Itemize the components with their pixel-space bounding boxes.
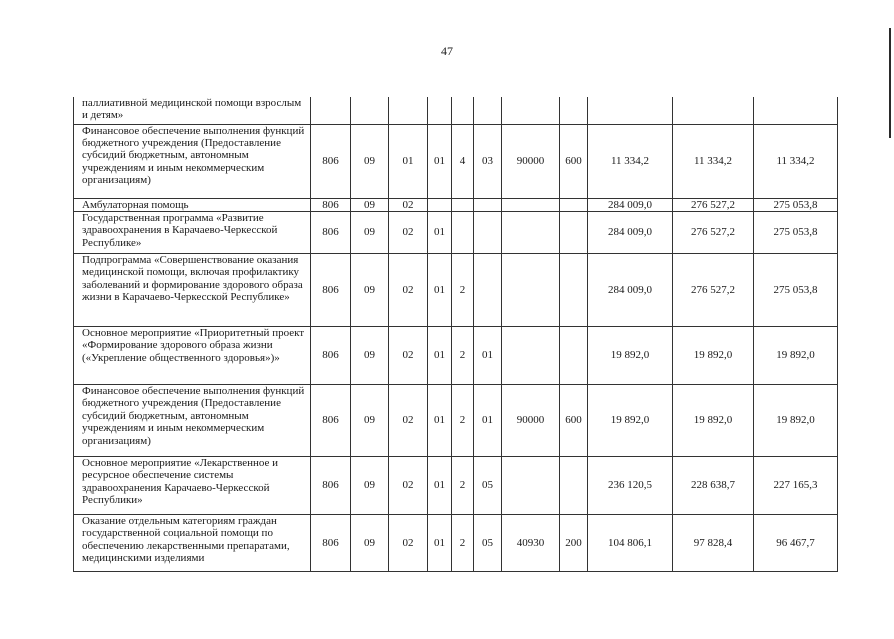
amount-year-3: 11 334,2: [754, 124, 838, 198]
amount-year-3: 275 053,8: [754, 211, 838, 253]
code-program: 01: [428, 326, 452, 384]
code-expense-type: [560, 253, 588, 326]
amount-year-2: 11 334,2: [673, 124, 754, 198]
code-admin: 806: [311, 456, 351, 514]
code-admin: 806: [311, 384, 351, 456]
code-program: 01: [428, 456, 452, 514]
table-row: [74, 124, 838, 198]
code-subsection: 02: [389, 326, 428, 384]
budget-table: [73, 97, 838, 572]
code-expense-type: [560, 456, 588, 514]
row-name: Основное мероприятие «Приоритетный проект «Формирование здорового образа жизни («Укрепление общественного здоровья»)»: [74, 326, 311, 384]
amount-year-1: 19 892,0: [588, 326, 673, 384]
code-expense-type: [560, 211, 588, 253]
code-program: 01: [428, 124, 452, 198]
code-measure: [474, 253, 502, 326]
code-subsection: 02: [389, 456, 428, 514]
code-admin: 806: [311, 326, 351, 384]
code-section: [351, 97, 389, 124]
code-subsection: 02: [389, 253, 428, 326]
row-name: Государственная программа «Развитие здравоохранения в Карачаево-Черкесской Республике»: [74, 211, 311, 253]
amount-year-2: 19 892,0: [673, 384, 754, 456]
amount-year-1: 104 806,1: [588, 514, 673, 571]
table-row: [74, 456, 838, 514]
code-admin: [311, 97, 351, 124]
code-measure: 05: [474, 514, 502, 571]
code-measure: [474, 198, 502, 211]
code-admin: 806: [311, 211, 351, 253]
code-program: [428, 97, 452, 124]
code-subprogram: [452, 198, 474, 211]
page-number: 47: [441, 44, 453, 58]
code-subsection: 01: [389, 124, 428, 198]
code-admin: 806: [311, 198, 351, 211]
row-name: Основное мероприятие «Лекарственное и ресурсное обеспечение системы здравоохранения Карачаево-Черкесской Республики»: [74, 456, 311, 514]
code-subprogram: [452, 211, 474, 253]
code-subsection: 02: [389, 211, 428, 253]
code-expense-type: [560, 198, 588, 211]
page-edge-mark: [889, 28, 891, 138]
code-direction: [502, 211, 560, 253]
code-section: 09: [351, 253, 389, 326]
code-direction: [502, 326, 560, 384]
row-name: Финансовое обеспечение выполнения функций бюджетного учреждения (Предоставление субсидий бюджетным, автономным учреждениям и иным некоммерческим организациям): [74, 124, 311, 198]
code-measure: 01: [474, 384, 502, 456]
code-expense-type: 600: [560, 384, 588, 456]
amount-year-3: 227 165,3: [754, 456, 838, 514]
code-subprogram: 2: [452, 384, 474, 456]
code-subprogram: [452, 97, 474, 124]
code-measure: [474, 97, 502, 124]
amount-year-2: 19 892,0: [673, 326, 754, 384]
amount-year-3: 275 053,8: [754, 253, 838, 326]
amount-year-1: [588, 97, 673, 124]
code-expense-type: 200: [560, 514, 588, 571]
amount-year-2: 276 527,2: [673, 211, 754, 253]
code-program: 01: [428, 253, 452, 326]
code-expense-type: 600: [560, 124, 588, 198]
code-program: [428, 198, 452, 211]
amount-year-1: 11 334,2: [588, 124, 673, 198]
table-row: [74, 198, 838, 211]
code-direction: 90000: [502, 124, 560, 198]
table-row: [74, 253, 838, 326]
code-direction: [502, 253, 560, 326]
row-name: Подпрограмма «Совершенствование оказания медицинской помощи, включая профилактику заболеваний и формирование здорового образа жизни в Карачаево-Черкесской Республике»: [74, 253, 311, 326]
code-section: 09: [351, 326, 389, 384]
amount-year-3: [754, 97, 838, 124]
table-row: [74, 384, 838, 456]
code-subsection: 02: [389, 198, 428, 211]
amount-year-2: 228 638,7: [673, 456, 754, 514]
amount-year-3: 19 892,0: [754, 384, 838, 456]
code-section: 09: [351, 124, 389, 198]
code-measure: 01: [474, 326, 502, 384]
code-admin: 806: [311, 253, 351, 326]
code-subsection: 02: [389, 514, 428, 571]
code-program: 01: [428, 384, 452, 456]
amount-year-2: 276 527,2: [673, 253, 754, 326]
code-admin: 806: [311, 124, 351, 198]
code-section: 09: [351, 456, 389, 514]
row-name: Финансовое обеспечение выполнения функций бюджетного учреждения (Предоставление субсидий бюджетным, автономным учреждениям и иным некоммерческим организациям): [74, 384, 311, 456]
code-section: 09: [351, 384, 389, 456]
code-subsection: [389, 97, 428, 124]
code-measure: 03: [474, 124, 502, 198]
code-direction: [502, 97, 560, 124]
amount-year-3: 96 467,7: [754, 514, 838, 571]
table-row: [74, 326, 838, 384]
table-row: [74, 514, 838, 571]
code-direction: 90000: [502, 384, 560, 456]
code-subprogram: 2: [452, 456, 474, 514]
row-name: Оказание отдельным категориям граждан государственной социальной помощи по обеспечению лекарственными препаратами, медицинскими изделиями: [74, 514, 311, 571]
amount-year-2: [673, 97, 754, 124]
code-measure: 05: [474, 456, 502, 514]
code-expense-type: [560, 97, 588, 124]
amount-year-2: 276 527,2: [673, 198, 754, 211]
amount-year-1: 284 009,0: [588, 211, 673, 253]
code-subsection: 02: [389, 384, 428, 456]
table-row: [74, 97, 838, 124]
code-program: 01: [428, 211, 452, 253]
amount-year-1: 284 009,0: [588, 253, 673, 326]
code-subprogram: 2: [452, 514, 474, 571]
code-direction: [502, 456, 560, 514]
code-section: 09: [351, 198, 389, 211]
amount-year-1: 236 120,5: [588, 456, 673, 514]
code-section: 09: [351, 211, 389, 253]
table-row: [74, 211, 838, 253]
code-subprogram: 2: [452, 253, 474, 326]
row-name: Амбулаторная помощь: [74, 198, 311, 211]
amount-year-1: 19 892,0: [588, 384, 673, 456]
row-name: паллиативной медицинской помощи взрослым и детям»: [74, 97, 311, 124]
code-direction: [502, 198, 560, 211]
amount-year-3: 19 892,0: [754, 326, 838, 384]
code-direction: 40930: [502, 514, 560, 571]
amount-year-3: 275 053,8: [754, 198, 838, 211]
code-measure: [474, 211, 502, 253]
amount-year-2: 97 828,4: [673, 514, 754, 571]
code-program: 01: [428, 514, 452, 571]
code-subprogram: 4: [452, 124, 474, 198]
code-subprogram: 2: [452, 326, 474, 384]
code-section: 09: [351, 514, 389, 571]
code-admin: 806: [311, 514, 351, 571]
amount-year-1: 284 009,0: [588, 198, 673, 211]
code-expense-type: [560, 326, 588, 384]
